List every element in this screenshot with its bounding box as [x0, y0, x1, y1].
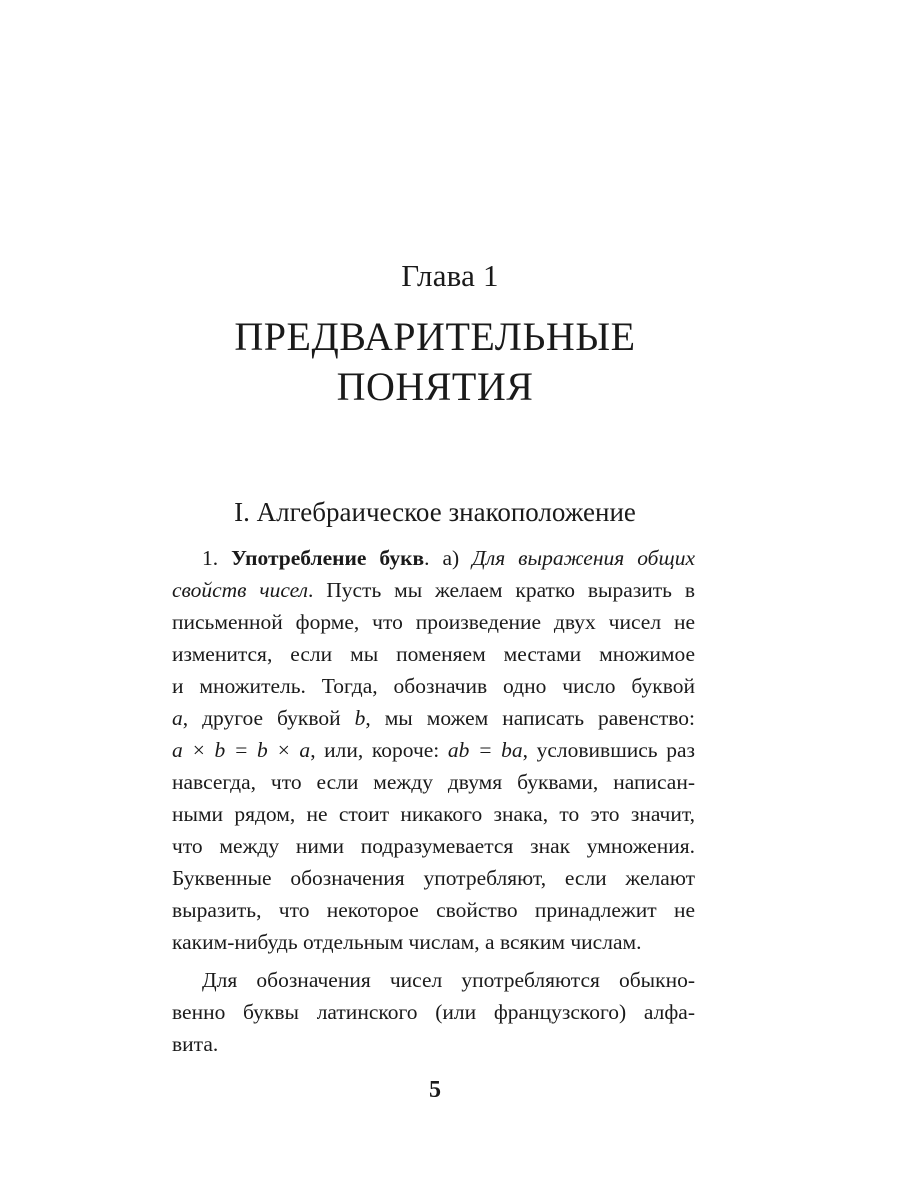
- formula-commutative: a × b = b × a: [172, 738, 311, 762]
- text-fragment: , другое буквой: [182, 706, 355, 730]
- text-line: ными рядом, не стоит никакого знака, то это значит,: [172, 802, 695, 826]
- page-number: 5: [429, 1077, 441, 1103]
- formula-short: ab = ba: [447, 738, 523, 762]
- chapter-title-line-2: ПОНЯТИЯ: [336, 364, 534, 409]
- body-text: [172, 542, 695, 1060]
- text-fragment: , или, короче:: [310, 738, 448, 762]
- text-line: письменной форме, что произведение двух чисел не: [172, 610, 695, 634]
- text-line: Буквенные обозначения употребляют, если желают: [172, 866, 695, 890]
- text-fragment: , условившись раз: [522, 738, 695, 762]
- paragraph-number: 1.: [202, 546, 219, 570]
- italic-intro: Для выражения общих: [472, 546, 696, 570]
- text-line: [172, 702, 695, 734]
- chapter-title: [0, 312, 870, 412]
- text-line: венно буквы латинского (или французского) алфа-: [172, 1000, 695, 1024]
- text-line: вита.: [172, 1032, 219, 1056]
- italic-term: свойств чисел: [172, 578, 308, 602]
- paragraph-2: [172, 964, 695, 1060]
- text-line: и множитель. Тогда, обозначив одно число буквой: [172, 674, 695, 698]
- variable-a: a: [172, 706, 183, 730]
- variable-b: b: [354, 706, 366, 730]
- text-line: [172, 574, 695, 606]
- text-line: [172, 542, 695, 574]
- text-fragment: . Пусть мы желаем кратко выразить в: [308, 578, 695, 602]
- text-line: что между ними подразумевается знак умножения.: [172, 834, 695, 858]
- text-line: [172, 734, 695, 766]
- text-line: навсегда, что если между двумя буквами, написан-: [172, 770, 695, 794]
- text-fragment: , мы можем написать равенство:: [365, 706, 695, 730]
- paragraph-1: [172, 542, 695, 958]
- section-heading: I. Алгебраическое знакоположение: [234, 497, 636, 527]
- text-line: выразить, что некоторое свойство принадлежит не: [172, 898, 695, 922]
- lead-punctuation: . а): [424, 546, 460, 570]
- text-line: Для обозначения чисел употребляются обыкно-: [202, 968, 695, 992]
- chapter-label: Глава 1: [401, 258, 499, 293]
- text-line: изменится, если мы поменяем местами множимое: [172, 642, 695, 666]
- paragraph-lead: Употребление букв: [231, 546, 425, 570]
- text-line: каким-нибудь отдельным числам, а всяким числам.: [172, 930, 642, 954]
- chapter-title-line-1: ПРЕДВАРИТЕЛЬНЫЕ: [234, 314, 636, 359]
